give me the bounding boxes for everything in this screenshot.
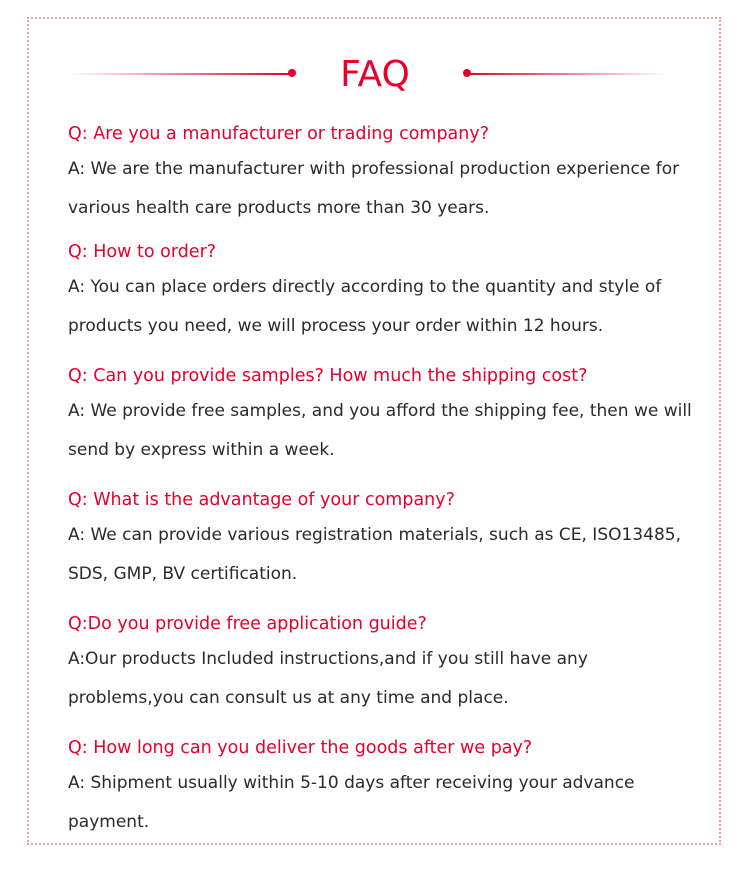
decorative-line-right [468, 73, 668, 75]
faq-answer: A: You can place orders directly according to the quantity and style of products you need, we will process your order within 12 hours. [68, 277, 662, 336]
faq-item [68, 360, 698, 470]
faq-item [68, 732, 698, 842]
faq-answer: A: Shipment usually within 5-10 days after receiving your advance payment. [68, 773, 635, 832]
faq-question: Q: Can you provide samples? How much the shipping cost? [68, 366, 588, 386]
faq-question: Q: How to order? [68, 242, 217, 262]
faq-question: Q:Do you provide free application guide? [68, 614, 427, 634]
faq-list [68, 118, 698, 842]
faq-question: Q: How long can you deliver the goods after we pay? [68, 738, 533, 758]
faq-question: Q: What is the advantage of your company? [68, 490, 455, 510]
faq-item [68, 608, 698, 718]
faq-item [68, 118, 698, 228]
faq-answer: A: We provide free samples, and you afford the shipping fee, then we will send by express within a week. [68, 401, 692, 460]
faq-answer: A: We can provide various registration materials, such as CE, ISO13485, SDS, GMP, BV certification. [68, 525, 681, 584]
faq-item [68, 236, 698, 346]
faq-answer: A: We are the manufacturer with professional production experience for various health care products more than 30 years. [68, 159, 680, 218]
faq-question: Q: Are you a manufacturer or trading company? [68, 124, 490, 144]
page-title: FAQ [340, 54, 410, 95]
faq-header [0, 44, 750, 104]
faq-answer: A:Our products Included instructions,and if you still have any problems,you can consult us at any time and place. [68, 649, 588, 708]
faq-item [68, 484, 698, 594]
